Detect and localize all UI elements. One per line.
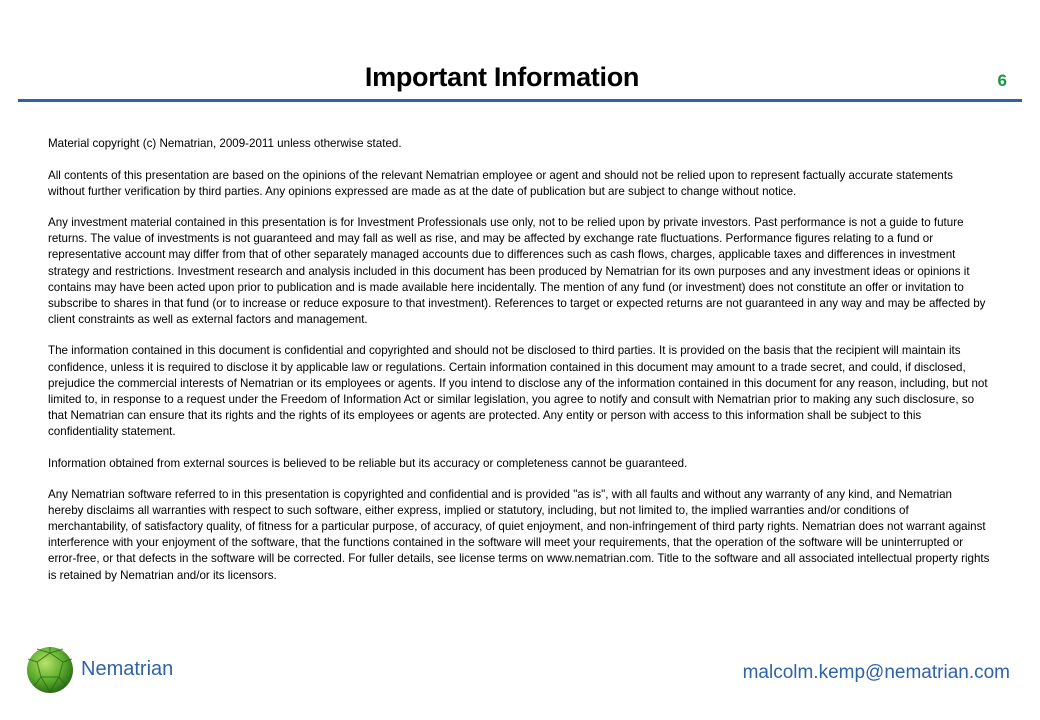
brand-name: Nematrian [81, 658, 174, 680]
paragraph-confidentiality: The information contained in this document is confidential and copyrighted and should not be disclosed to third parties. It is provided on the basis that the recipient will maintain its confidence, unless it is required to disclose it by applicable law or regulations. Certain information contained in this document may amount to a trade secret, and could, if disclosed, prejudice the commercial interests of Nematrian or its employees or agents. If you intend to disclose any of the information contained in this document for any reason, including, but not limited to, in response to a request under the Freedom of Information Act or similar legislation, you agree to notify and consult with Nematrian prior to making any such disclosure, so that Nematrian can ensure that its rights and the rights of its employees or agents are protected. Any entity or person with access to this information shall be subject to this confidentiality statement. [48, 344, 988, 438]
paragraph-opinions: All contents of this presentation are based on the opinions of the relevant Nematrian employee or agent and should not be relied upon to represent factually accurate statements without further verification by third parties. Any opinions expressed are made as at the date of publication but are subject to change without notice. [48, 168, 953, 198]
paragraph-investment: Any investment material contained in this presentation is for Investment Professionals use only, not to be relied upon by private investors. Past performance is not a guide to future returns. The value of investments is not guaranteed and may fall as well as rise, and may be affected by exchange rate fluctuations. Performance figures relating to a fund or representative account may differ from that of other separately managed accounts due to differences such as cash flows, charges, applicable taxes and differences in investment strategy and restrictions. Investment research and analysis included in this document has been produced by Nematrian for its own purposes and any investment ideas or opinions it contains may have been acted upon prior to publication and is made available here incidentally. The mention of any fund (or investment) does not constitute an offer or invitation to subscribe to shares in that fund (or to increase or reduce exposure to that investment). References to target or expected returns are not guaranteed in any way and may be affected by client constraints as well as external factors and management. [48, 216, 986, 326]
page-title: Important Information [364, 62, 640, 92]
paragraph-software: Any Nematrian software referred to in this presentation is copyrighted and confidential and is provided "as is", with all faults and without any warranty of any kind, and Nematrian hereby disclaims all warranties with respect to such software, either express, implied or statutory, including, but not limited to, the implied warranties and/or conditions of merchantability, of satisfactory quality, of fitness for a particular purpose, of accuracy, of quiet enjoyment, and non-infringement of third party rights. Nematrian does not warrant against interference with your enjoyment of the software, that the functions contained in the software will meet your requirements, that the operation of the software will be uninterrupted or error-free, or that defects in the software will be corrected. For fuller details, see license terms on www.nematrian.com. Title to the software and all associated intellectual property rights is retained by Nematrian and/or its licensors. [48, 488, 990, 582]
paragraph-external-sources: Information obtained from external sources is believed to be reliable but its accuracy or completeness cannot be guaranteed. [48, 456, 688, 470]
title-divider [18, 99, 1022, 102]
contact-email[interactable]: malcolm.kemp@nematrian.com [742, 662, 1010, 683]
paragraph-copyright: Material copyright (c) Nematrian, 2009-2011 unless otherwise stated. [48, 137, 402, 150]
page-number: 6 [997, 71, 1007, 90]
nematrian-logo-icon [25, 645, 75, 695]
disclaimer-body [48, 136, 990, 599]
